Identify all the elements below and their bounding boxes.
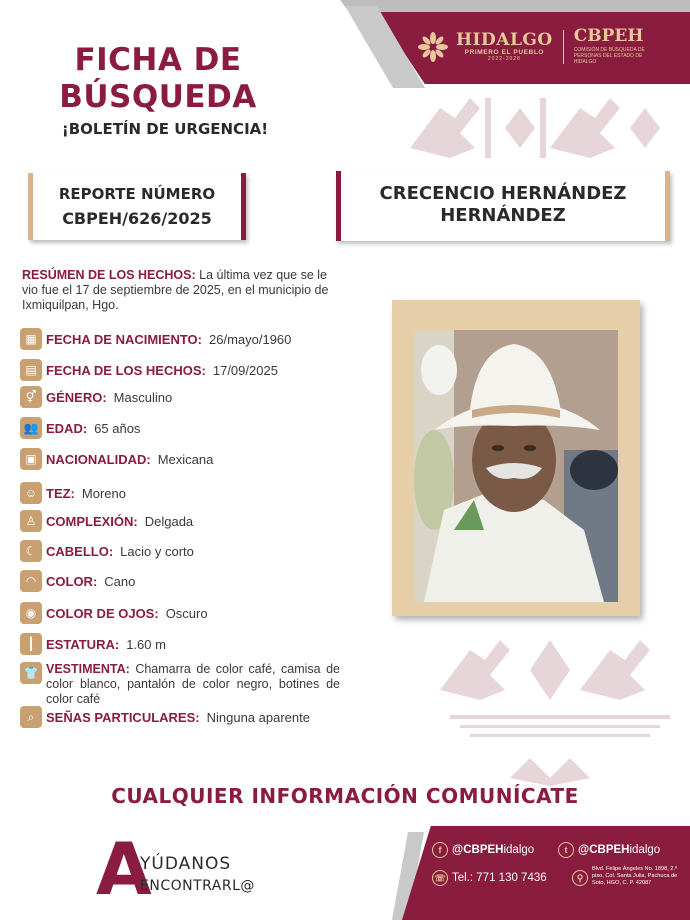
field-value: Cano [104, 573, 136, 589]
phone-contact[interactable] [432, 870, 547, 886]
field-label: ESTATURA: [46, 636, 120, 652]
address-text: Blvd. Felipe Ángeles No. 1898, 2.º piso, Col. Santa Julia, Pachuca de Soto, HGO, C. P. 42087 [592, 866, 678, 886]
phone-icon: ☏ [432, 870, 448, 886]
shirt-icon: 👕 [20, 662, 42, 684]
field-label: FECHA DE LOS HECHOS: [46, 362, 206, 378]
bird-pattern-top [400, 88, 670, 168]
field-value: Mexicana [157, 451, 214, 467]
field-birth-date [20, 328, 291, 350]
field-value: Oscuro [165, 605, 208, 621]
ruler-icon: ┃ [20, 633, 42, 655]
field-skin [20, 482, 126, 504]
person-photo-illustration [414, 330, 618, 602]
report-label: REPORTE NÚMERO [58, 185, 216, 203]
field-height [20, 633, 166, 655]
summary-label: RESÚMEN DE LOS HECHOS: [22, 268, 196, 282]
people-icon: 👥 [20, 417, 42, 439]
cbpeh-text: CBPEH [573, 26, 644, 46]
location-pin-icon: ⚲ [572, 870, 588, 886]
hair-icon: ☾ [20, 540, 42, 562]
field-hair-color [20, 570, 135, 592]
field-label: COLOR: [46, 573, 98, 589]
report-number-box [28, 173, 246, 240]
field-value: 26/mayo/1960 [209, 331, 292, 347]
summary-of-facts [22, 268, 332, 313]
page-title [58, 42, 258, 116]
twitter-handle: @CBPEHidalgo [578, 844, 661, 856]
field-value: Delgada [144, 513, 194, 529]
field-value: 1.60 m [126, 636, 166, 652]
field-distinguishing-marks [20, 706, 310, 728]
field-label: FECHA DE NACIMIENTO: [46, 331, 202, 347]
field-label: TEZ: [46, 485, 75, 501]
field-label: COLOR DE OJOS: [46, 605, 159, 621]
gender-icon: ⚥ [20, 386, 42, 408]
years-text: 2022-2028 [487, 55, 521, 62]
logo-separator [563, 30, 564, 64]
magnifier-icon: ⌕ [20, 706, 42, 728]
location-pin [572, 870, 588, 886]
field-value: 17/09/2025 [212, 362, 278, 378]
hidalgo-wordmark [456, 29, 553, 62]
clothing-label: VESTIMENTA: [46, 662, 130, 676]
field-label: CABELLO: [46, 543, 114, 559]
header-gray-stripe [340, 0, 690, 14]
field-eye-color [20, 602, 208, 624]
field-value: Ninguna aparente [206, 709, 310, 725]
field-clothing [20, 662, 340, 707]
person-name-line-2: HERNÁNDEZ [440, 205, 566, 226]
title-line-1: FICHA DE [74, 42, 242, 78]
cbpeh-wordmark [574, 28, 656, 65]
field-nationality [20, 448, 213, 470]
field-label: NACIONALIDAD: [46, 451, 151, 467]
face-icon: ☺ [20, 482, 42, 504]
id-card-icon: ▣ [20, 448, 42, 470]
facebook-handle: @CBPEHidalgo [452, 844, 535, 856]
help-letter-a: A [96, 827, 152, 911]
twitter-icon: t [558, 842, 574, 858]
field-label: GÉNERO: [46, 389, 107, 405]
calendar-icon: ▦ [20, 328, 42, 350]
field-value: Moreno [81, 485, 126, 501]
primero-el-pueblo-text: PRIMERO EL PUEBLO [464, 48, 545, 56]
field-label: EDAD: [46, 420, 88, 436]
facebook-contact[interactable] [432, 842, 534, 858]
field-value: 65 años [94, 420, 141, 436]
title-line-2: BÚSQUEDA [59, 79, 257, 115]
help-line-2: ENCONTRARL@ [140, 878, 255, 894]
cbpeh-subtitle: COMISIÓN DE BÚSQUEDA DE PERSONAS DEL ESTADO DE HIDALGO [573, 47, 645, 65]
facebook-icon: f [432, 842, 448, 858]
eye-icon: ◉ [20, 602, 42, 624]
field-label: COMPLEXIÓN: [46, 513, 138, 529]
field-age [20, 417, 140, 439]
bird-pattern-bottom [430, 620, 690, 750]
summary-text: La última vez que se le vio fue el 17 de septiembre de 2025, en el municipio de Ixmiquilpan, Hgo. [22, 268, 329, 312]
urgency-subtitle: ¡BOLETÍN DE URGENCIA! [61, 120, 269, 138]
body-icon: ♙ [20, 510, 42, 532]
clothing-text [46, 662, 340, 707]
hidalgo-cbpeh-logo [418, 28, 656, 65]
person-photo [414, 330, 618, 602]
field-gender [20, 386, 172, 408]
field-value: Lacio y corto [120, 543, 194, 559]
hair-color-icon: ◠ [20, 570, 42, 592]
person-name-line-1: CRECENCIO HERNÁNDEZ [379, 183, 627, 204]
help-line-1: YÚDANOS [140, 854, 232, 874]
bird-pattern-small [500, 748, 600, 788]
report-number: CBPEH/626/2025 [62, 209, 212, 228]
photo-frame [392, 300, 640, 616]
field-value: Masculino [113, 389, 173, 405]
person-name-box [336, 171, 670, 241]
field-hair [20, 540, 194, 562]
twitter-contact[interactable] [558, 842, 660, 858]
field-label: SEÑAS PARTICULARES: [46, 709, 200, 725]
field-build [20, 510, 193, 532]
hidalgo-text: HIDALGO [456, 29, 553, 50]
field-event-date [20, 359, 278, 381]
phone-number: Tel.: 771 130 7436 [452, 872, 547, 884]
calendar-grid-icon: ▤ [20, 359, 42, 381]
clothing-value: Chamarra de color café, camisa de color blanco, pantalón de color negro, botines de color café [46, 662, 340, 706]
hidalgo-flower-icon [418, 32, 448, 62]
help-us-find-logo [96, 827, 296, 911]
call-to-action: CUALQUIER INFORMACIÓN COMUNÍCATE [111, 784, 579, 808]
